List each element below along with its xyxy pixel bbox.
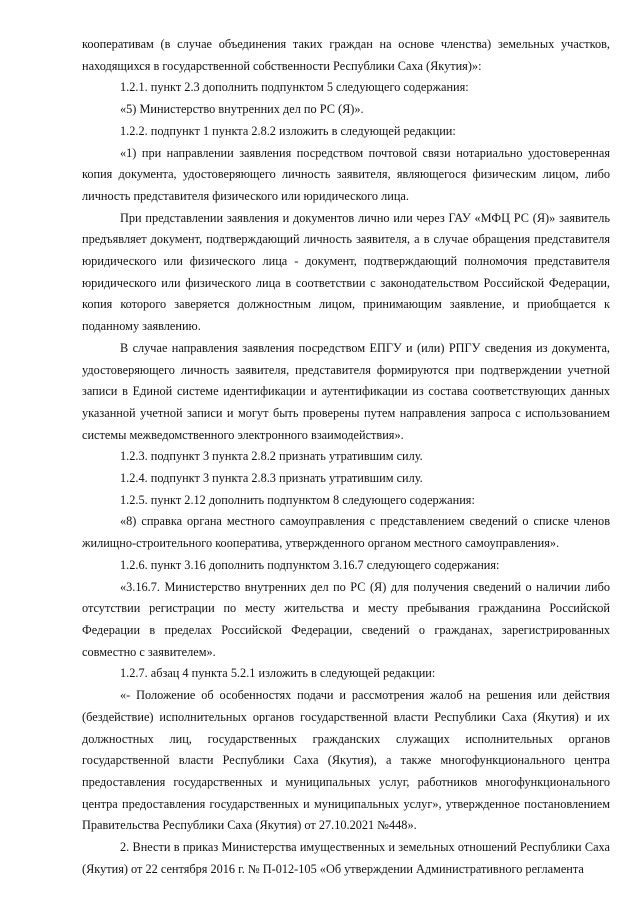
paragraph-1-2-2: 1.2.2. подпункт 1 пункта 2.8.2 изложить в следующей редакции: xyxy=(120,123,456,138)
paragraph-1-2-3: 1.2.3. подпункт 3 пункта 2.8.2 признать утратившим силу. xyxy=(120,449,423,464)
paragraph-1-2-4: 1.2.4. подпункт 3 пункта 2.8.3 признать утратившим силу. xyxy=(120,471,423,486)
paragraph-quote-regulation: «- Положение об особенностях подачи и рассмотрения жалоб на решения или действия (бездействие) исполнительных органов государственной власти Республики Саха (Якутия) и их должностных лиц, государственных гражданских служащих исполнительных органов государственной власти Республики Саха (Якутия), а также многофункционального центра предоставления государственных и муниципальных услуг, работников многофункционального центра предоставления государственных и муниципальных услуг», утвержденное постановлением Правительства Республики Саха (Якутия) от 27.10.2021 №448». xyxy=(82,688,610,833)
paragraph-1-2-1: 1.2.1. пункт 2.3 дополнить подпунктом 5 следующего содержания: xyxy=(120,80,469,95)
paragraph-continuation: кооперативам (в случае объединения таких граждан на основе членства) земельных участков, находящихся в государственной собственности Республики Саха (Якутия)»: xyxy=(82,37,610,73)
paragraph-2: 2. Внести в приказ Министерства имущественных и земельных отношений Республики Саха (Якутия) от 22 сентября 2016 г. № П-012-105 «Об утверждении Административного регламента xyxy=(82,840,610,876)
paragraph-epgu: В случае направления заявления посредством ЕПГУ и (или) РПГУ сведения из документа, удостоверяющего личность заявителя, представителя формируются при подтверждении учетной записи в Единой системе идентификации и аутентификации из состава соответствующих данных указанной учетной записи и могут быть проверены путем направления запроса с использованием системы межведомственного электронного взаимодействия». xyxy=(82,340,610,442)
paragraph-quote-5: «5) Министерство внутренних дел по РС (Я)». xyxy=(120,102,364,117)
paragraph-1-2-7: 1.2.7. абзац 4 пункта 5.2.1 изложить в следующей редакции: xyxy=(120,666,436,681)
paragraph-1-2-5: 1.2.5. пункт 2.12 дополнить подпунктом 8 следующего содержания: xyxy=(120,492,475,507)
paragraph-1-2-6: 1.2.6. пункт 3.16 дополнить подпунктом 3.16.7 следующего содержания: xyxy=(120,557,500,572)
paragraph-in-person: При представлении заявления и документов лично или через ГАУ «МФЦ РС (Я)» заявитель предъявляет документ, подтверждающий личность заявителя, а в случае обращения представителя юридического или физического лица - документ, подтверждающий полномочия представителя юридического или физического лица в соответствии с законодательством Российской Федерации, копия которого заверяется должностным лицом, принимающим заявление, и приобщается к поданному заявлению. xyxy=(82,210,610,334)
document-body xyxy=(82,34,610,880)
paragraph-quote-3-16-7: «3.16.7. Министерство внутренних дел по РС (Я) для получения сведений о наличии либо отсутствии регистрации по месту жительства и месту пребывания гражданина Российской Федерации в пределах Российской Федерации, сведений о гражданах, зарегистрированных совместно с заявителем». xyxy=(82,579,610,659)
paragraph-quote-8: «8) справка органа местного самоуправления с представлением сведений о списке членов жилищно-строительного кооператива, утвержденного органом местного самоуправления». xyxy=(82,514,610,551)
paragraph-quote-1: «1) при направлении заявления посредством почтовой связи нотариально удостоверенная копия документа, удостоверяющего личность заявителя, являющегося физическим лицом, либо личность представителя физического или юридического лица. xyxy=(82,145,610,203)
